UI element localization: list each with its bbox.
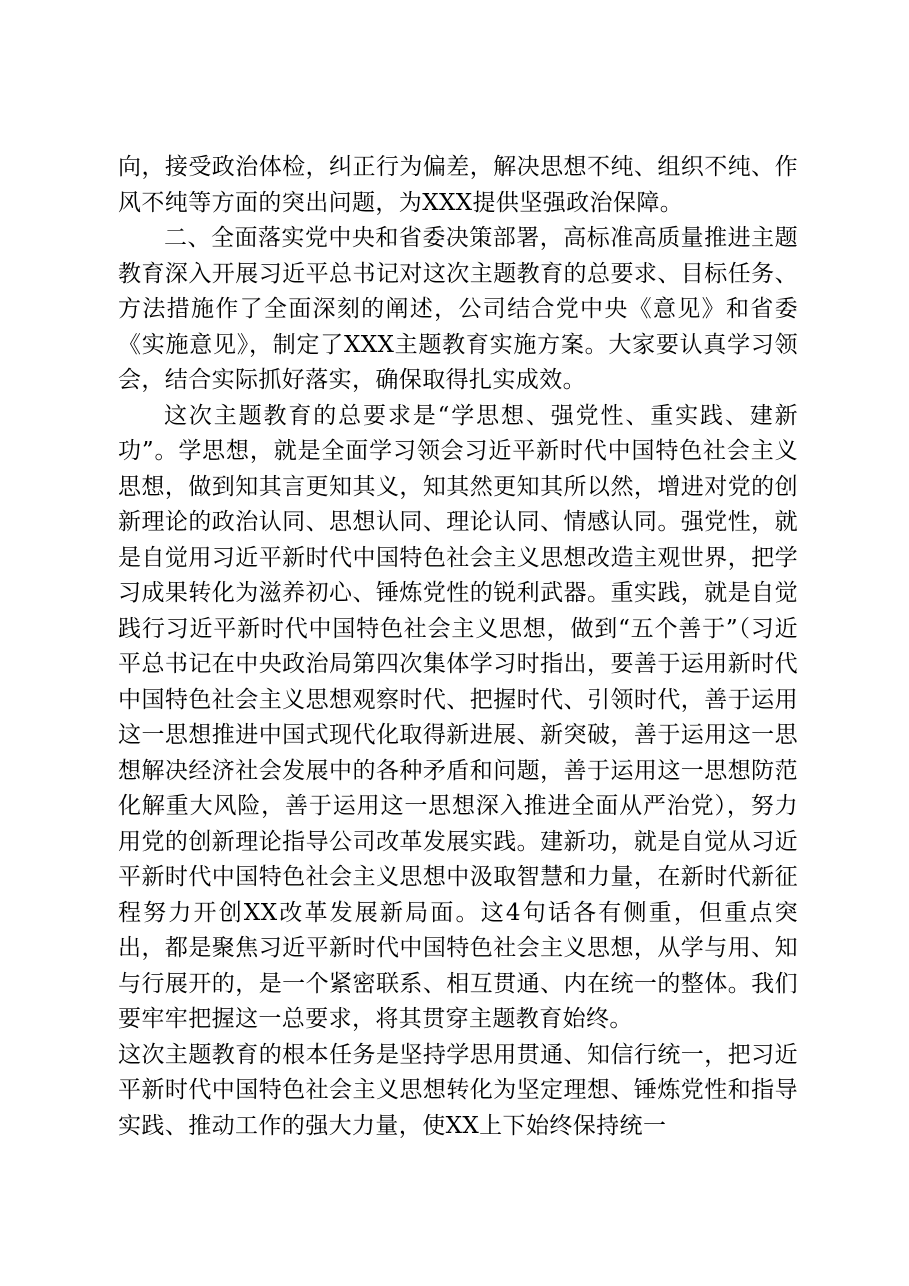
paragraph-section-two: 二、全面落实党中央和省委决策部署，高标准高质量推进主题教育深入开展习近平总书记对这次主题教育的总要求、目标任务、方法措施作了全面深刻的阐述，公司结合党中央《意见》和省委《实施意见》，制定了XXX主题教育实施方案。大家要认真学习领会，结合实际抓好落实，确保取得扎实成效。	[118, 225, 798, 393]
document-body	[118, 150, 798, 1144]
paragraph-general-requirements: 这次主题教育的总要求是“学思想、强党性、重实践、建新功”。学思想，就是全面学习领会习近平新时代中国特色社会主义思想，做到知其言更知其义，知其然更知其所以然，增进对党的创新理论的政治认同、思想认同、理论认同、情感认同。强党性，就是自觉用习近平新时代中国特色社会主义思想改造主观世界，把学习成果转化为滋养初心、锤炼党性的锐利武器。重实践，就是自觉践行习近平新时代中国特色社会主义思想，做到“五个善于”（习近平总书记在中央政治局第四次集体学习时指出，要善于运用新时代中国特色社会主义思想观察时代、把握时代、引领时代，善于运用这一思想推进中国式现代化取得新进展、新突破，善于运用这一思想解决经济社会发展中的各种矛盾和问题，善于运用这一思想防范化解重大风险，善于运用这一思想深入推进全面从严治党），努力用党的创新理论指导公司改革发展实践。建新功，就是自觉从习近平新时代中国特色社会主义思想中汲取智慧和力量，在新时代新征程努力开创XX改革发展新局面。这4句话各有侧重，但重点突出，都是聚焦习近平新时代中国特色社会主义思想，从学与用、知与行展开的，是一个紧密联系、相互贯通、内在统一的整体。我们要牢牢把握这一总要求，将其贯穿主题教育始终。	[118, 402, 798, 1032]
paragraph-continuation: 向，接受政治体检，纠正行为偏差，解决思想不纯、组织不纯、作风不纯等方面的突出问题，为XXX提供坚强政治保障。	[118, 154, 798, 216]
paragraph-fundamental-task: 这次主题教育的根本任务是坚持学思用贯通、知信行统一，把习近平新时代中国特色社会主义思想转化为坚定理想、锤炼党性和指导实践、推动工作的强大力量，使XX上下始终保持统一	[118, 1041, 798, 1139]
